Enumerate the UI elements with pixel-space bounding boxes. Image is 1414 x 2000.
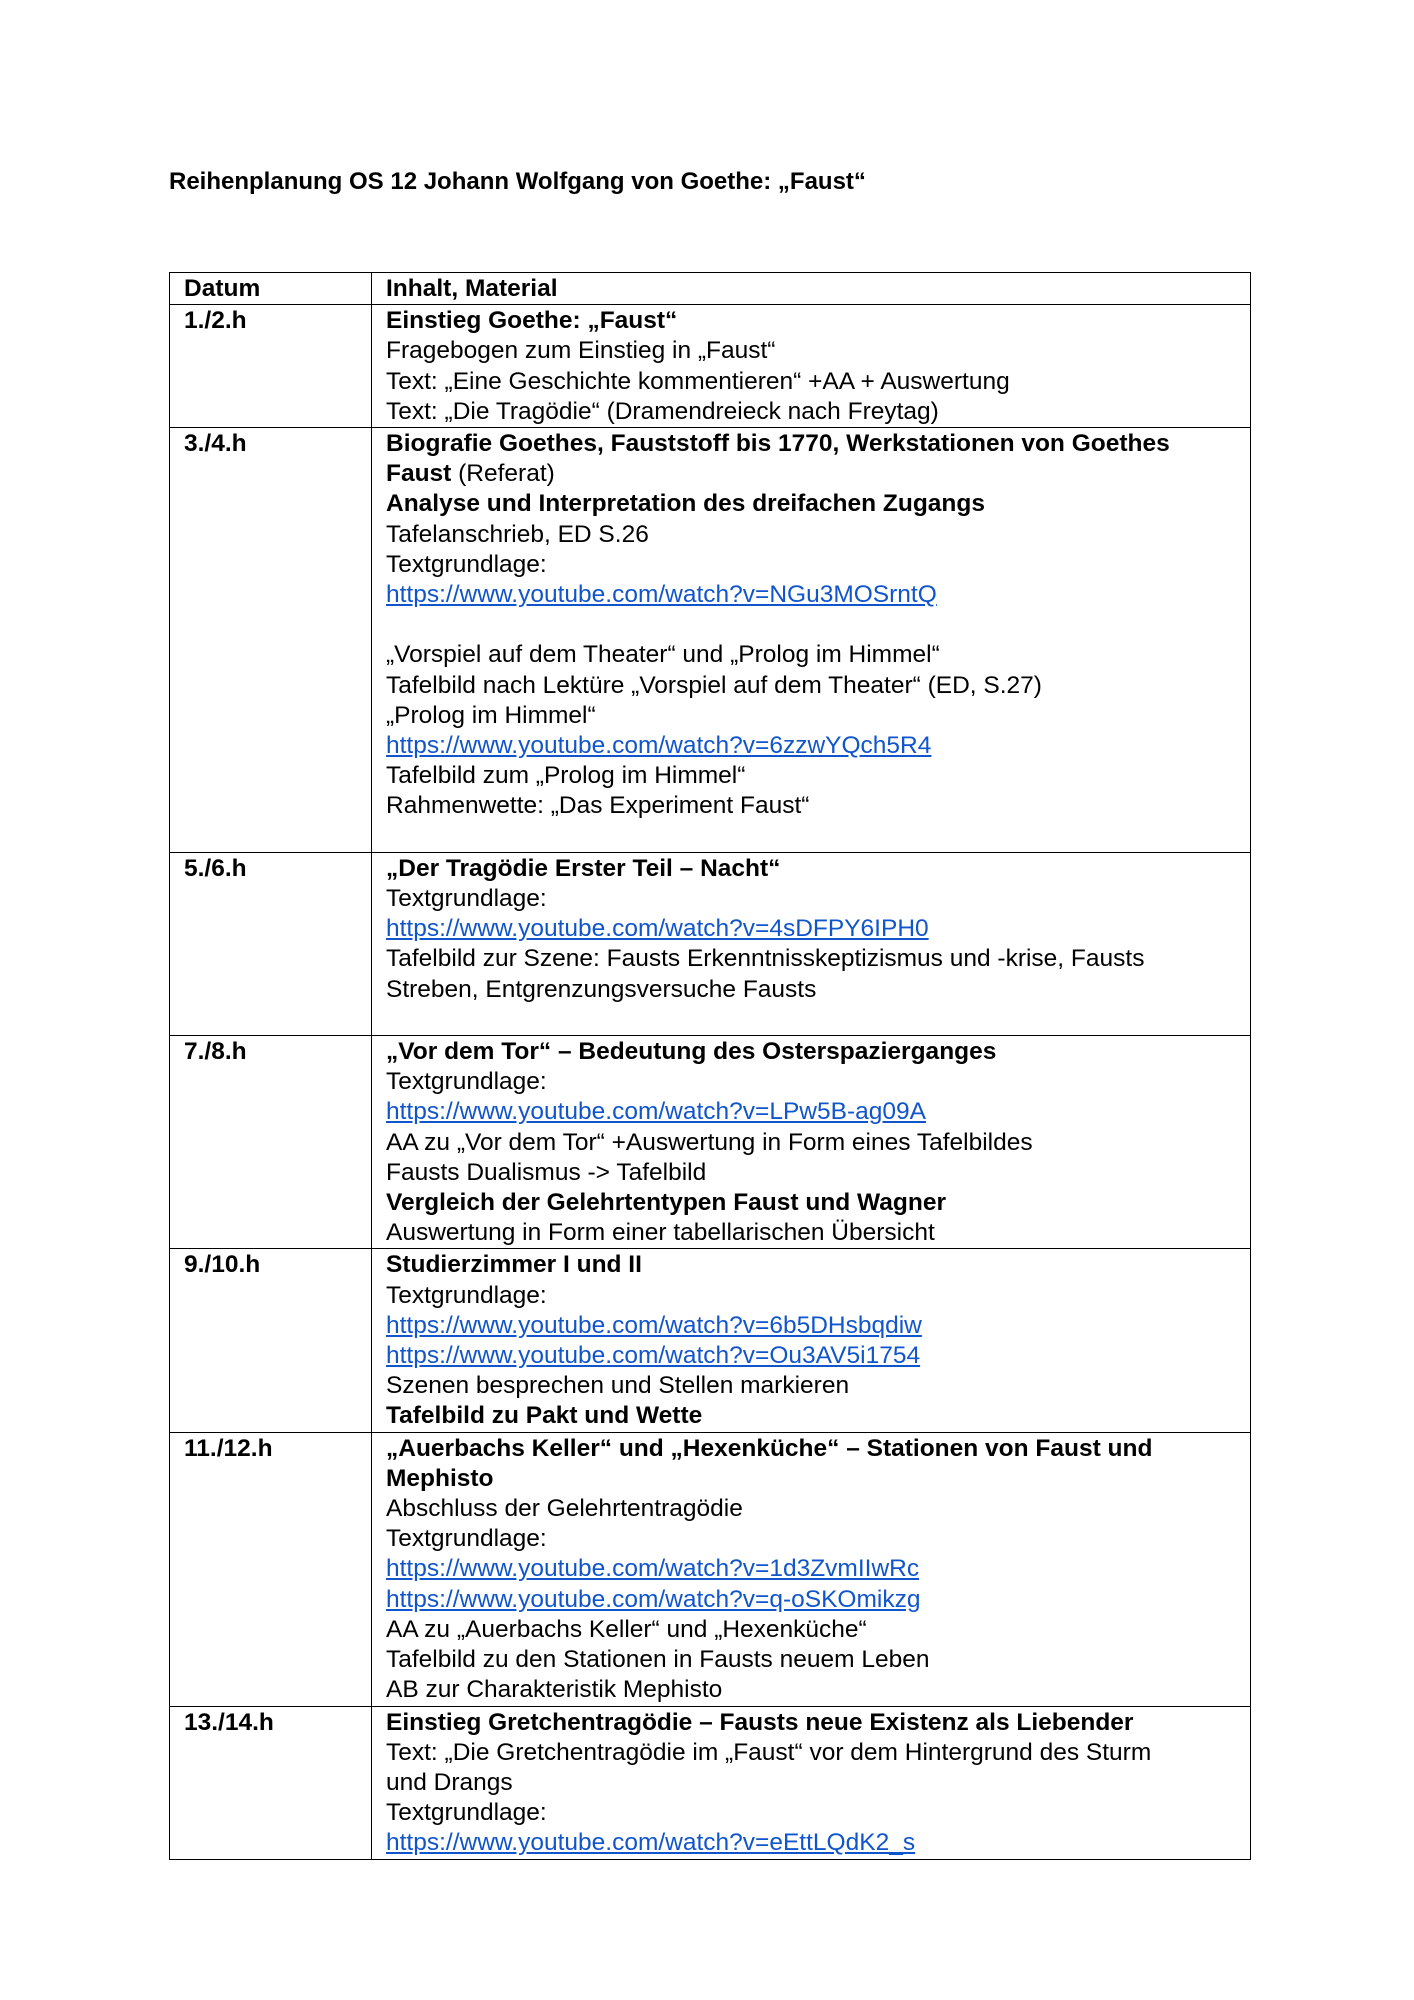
content-text: Auswertung in Form einer tabellarischen Übersicht (386, 1219, 935, 1247)
text-line (386, 1768, 1236, 1798)
link-line (386, 1341, 1236, 1371)
date-cell: 11./12.h (170, 1432, 372, 1706)
date-cell: 7./8.h (170, 1036, 372, 1249)
content-text: Text: „Die Gretchentragödie im „Faust“ vor dem Hintergrund des Sturm (386, 1738, 1152, 1766)
content-text: Rahmenwette: „Das Experiment Faust“ (386, 792, 810, 820)
text-line (386, 884, 1236, 914)
bold-text-line (386, 1708, 1236, 1738)
content-text: „Vorspiel auf dem Theater“ und „Prolog im Himmel“ (386, 641, 940, 669)
video-link[interactable]: https://www.youtube.com/watch?v=eEttLQdK2_s (386, 1829, 916, 1857)
text-line (386, 1281, 1236, 1311)
content-text: Tafelbild zum „Prolog im Himmel“ (386, 762, 746, 790)
content-text: Tafelbild zu den Stationen in Fausts neuem Leben (386, 1646, 930, 1674)
text-line (386, 550, 1236, 580)
text-line (386, 1067, 1236, 1097)
content-cell (372, 305, 1251, 428)
video-link[interactable]: https://www.youtube.com/watch?v=Ou3AV5i1754 (386, 1342, 921, 1370)
text-line (386, 1645, 1236, 1675)
content-text: Textgrundlage: (386, 1068, 547, 1096)
content-cell (372, 428, 1251, 853)
text-line (386, 1798, 1236, 1828)
blank-line (386, 610, 1236, 640)
bold-text-line (386, 1037, 1236, 1067)
text-line (386, 671, 1236, 701)
text-line (386, 701, 1236, 731)
heading-text: Tafelbild zu Pakt und Wette (386, 1402, 703, 1430)
text-line (386, 1524, 1236, 1554)
table-row (170, 305, 1251, 428)
header-date: Datum (170, 273, 372, 305)
content-text: Tafelanschrieb, ED S.26 (386, 520, 649, 548)
content-text: Textgrundlage: (386, 885, 547, 913)
content-text: AA zu „Vor dem Tor“ +Auswertung in Form eines Tafelbildes (386, 1128, 1033, 1156)
bold-text-line (386, 306, 1236, 336)
content-text: Abschluss der Gelehrtentragödie (386, 1495, 743, 1523)
content-text: Fausts Dualismus -> Tafelbild (386, 1158, 707, 1186)
video-link[interactable]: https://www.youtube.com/watch?v=LPw5B-ag09A (386, 1098, 926, 1126)
content-text: Textgrundlage: (386, 1525, 547, 1553)
date-cell: 5./6.h (170, 852, 372, 1035)
blank-line (386, 1005, 1236, 1035)
content-text: und Drangs (386, 1768, 513, 1796)
link-line (386, 580, 1236, 610)
content-text: Tafelbild zur Szene: Fausts Erkenntnisskeptizismus und -krise, Fausts (386, 945, 1145, 973)
content-text: Textgrundlage: (386, 550, 547, 578)
text-line (386, 1128, 1236, 1158)
content-text: Textgrundlage: (386, 1799, 547, 1827)
link-line (386, 1554, 1236, 1584)
link-line (386, 1311, 1236, 1341)
video-link[interactable]: https://www.youtube.com/watch?v=6zzwYQch5R4 (386, 732, 932, 760)
bold-text-line (386, 1464, 1236, 1494)
content-text: Streben, Entgrenzungsversuche Fausts (386, 975, 817, 1003)
video-link[interactable]: https://www.youtube.com/watch?v=NGu3MOSrntQ (386, 581, 937, 609)
date-cell: 3./4.h (170, 428, 372, 853)
text-line (386, 520, 1236, 550)
header-content: Inhalt, Material (372, 273, 1251, 305)
content-text-suffix: (Referat) (451, 460, 555, 488)
text-line (386, 791, 1236, 821)
text-line (386, 397, 1236, 427)
heading-text: Analyse und Interpretation des dreifachen Zugangs (386, 490, 985, 518)
heading-text: Studierzimmer I und II (386, 1251, 642, 1279)
heading-text: „Vor dem Tor“ – Bedeutung des Osterspazierganges (386, 1038, 997, 1066)
text-line (386, 1494, 1236, 1524)
table-row (170, 1249, 1251, 1432)
bold-text-line (386, 459, 1236, 489)
text-line (386, 761, 1236, 791)
content-cell (372, 1036, 1251, 1249)
date-cell: 9./10.h (170, 1249, 372, 1432)
date-cell: 1./2.h (170, 305, 372, 428)
text-line (386, 1218, 1236, 1248)
content-text: Text: „Die Tragödie“ (Dramendreieck nach Freytag) (386, 397, 939, 425)
bold-text-line (386, 1250, 1236, 1280)
table-body (170, 305, 1251, 1859)
text-line (386, 975, 1236, 1005)
text-line (386, 336, 1236, 366)
bold-text-line (386, 1434, 1236, 1464)
content-text: Fragebogen zum Einstieg in „Faust“ (386, 337, 776, 365)
bold-text-line (386, 429, 1236, 459)
heading-text: Einstieg Goethe: „Faust“ (386, 307, 678, 335)
link-line (386, 1828, 1236, 1858)
heading-text: Mephisto (386, 1464, 494, 1492)
text-line (386, 1615, 1236, 1645)
text-line (386, 640, 1236, 670)
content-cell (372, 1249, 1251, 1432)
content-text: Textgrundlage: (386, 1281, 547, 1309)
table-row (170, 1036, 1251, 1249)
link-line (386, 914, 1236, 944)
blank-line (386, 822, 1236, 852)
document-title: Reihenplanung OS 12 Johann Wolfgang von Goethe: „Faust“ (169, 168, 866, 195)
text-line (386, 367, 1236, 397)
bold-text-line (386, 1401, 1236, 1431)
table-row (170, 852, 1251, 1035)
heading-text: Biografie Goethes, Fauststoff bis 1770, Werkstationen von Goethes (386, 430, 1170, 458)
video-link[interactable]: https://www.youtube.com/watch?v=4sDFPY6IPH0 (386, 915, 929, 943)
content-text: „Prolog im Himmel“ (386, 701, 596, 729)
table-row (170, 1432, 1251, 1706)
table-row (170, 428, 1251, 853)
bold-text-line (386, 1188, 1236, 1218)
bold-text-line (386, 489, 1236, 519)
content-text: Text: „Eine Geschichte kommentieren“ +AA + Auswertung (386, 367, 1010, 395)
link-line (386, 1585, 1236, 1615)
content-text: Szenen besprechen und Stellen markieren (386, 1372, 850, 1400)
content-text: Tafelbild nach Lektüre „Vorspiel auf dem Theater“ (ED, S.27) (386, 671, 1042, 699)
text-line (386, 944, 1236, 974)
text-line (386, 1158, 1236, 1188)
table-row (170, 1706, 1251, 1859)
heading-text: „Auerbachs Keller“ und „Hexenküche“ – Stationen von Faust und (386, 1434, 1153, 1462)
bold-text-line (386, 854, 1236, 884)
link-line (386, 731, 1236, 761)
video-link[interactable]: https://www.youtube.com/watch?v=6b5DHsbqdiw (386, 1311, 922, 1339)
text-line (386, 1675, 1236, 1705)
content-text: AA zu „Auerbachs Keller“ und „Hexenküche“ (386, 1615, 867, 1643)
video-link[interactable]: https://www.youtube.com/watch?v=1d3ZvmIIwRc (386, 1555, 920, 1583)
heading-text: „Der Tragödie Erster Teil – Nacht“ (386, 854, 781, 882)
heading-text: Faust (386, 460, 452, 488)
video-link[interactable]: https://www.youtube.com/watch?v=q-oSKOmikzg (386, 1585, 921, 1613)
text-line (386, 1738, 1236, 1768)
content-cell (372, 1432, 1251, 1706)
link-line (386, 1097, 1236, 1127)
table-header-row (170, 273, 1251, 305)
content-cell (372, 1706, 1251, 1859)
content-cell (372, 852, 1251, 1035)
heading-text: Vergleich der Gelehrtentypen Faust und Wagner (386, 1189, 946, 1217)
heading-text: Einstieg Gretchentragödie – Fausts neue Existenz als Liebender (386, 1708, 1134, 1736)
content-text: AB zur Charakteristik Mephisto (386, 1676, 723, 1704)
text-line (386, 1371, 1236, 1401)
lesson-plan-table (169, 272, 1251, 1860)
date-cell: 13./14.h (170, 1706, 372, 1859)
